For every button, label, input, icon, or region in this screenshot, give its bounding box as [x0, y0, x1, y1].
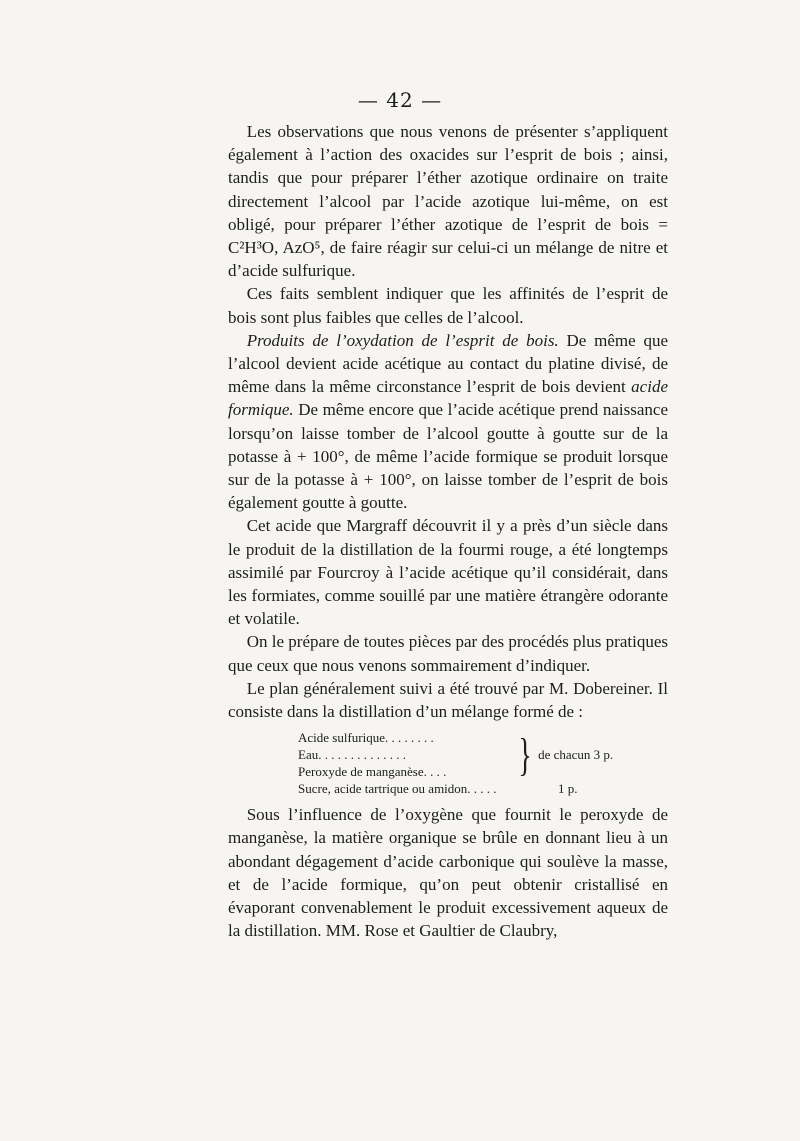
section-title: Produits de l’oxydation de l’esprit de bois.	[246, 330, 559, 350]
recipe-group	[298, 729, 668, 780]
oxydation-text-1: De même que l’alcool devient acide acétique au contact du platine divisé, de même dans la même circonstance l’esprit de bois devient	[228, 330, 668, 397]
paragraph-preparation: On le prépare de toutes pièces par des procédés plus pratiques que ceux que nous venons sommairement d’indiquer.	[228, 632, 668, 675]
page-number: — 42 —	[357, 88, 443, 112]
paragraph-affinites: Ces faits semblent indiquer que les affinités de l’esprit de bois sont plus faibles que celles de l’alcool.	[228, 284, 668, 327]
recipe-last-quantity: 1 p.	[558, 781, 578, 797]
paragraph-oxygene: Sous l’influence de l’oxygène que fournit le peroxyde de manganèse, la matière organique se brûle en donnant lieu à un abondant dégagement d’acide carbonique qui soulève la masse, et de l’acide formique, qu’on peut obtenir cristallisé en évaporant convenablement le produit excessivement aqueux de la distillation. MM. Rose et Gaultier de Claubry,	[228, 805, 668, 941]
paragraph-dobereiner: Le plan généralement suivi a été trouvé par M. Dobereiner. Il consiste dans la distillation d’un mélange formé de :	[228, 678, 668, 722]
term-acide-formique: acide formique.	[228, 377, 668, 420]
recipe-last-row	[298, 780, 668, 797]
paragraph-margraff: Cet acide que Margraff découvrit il y a près d’un siècle dans le produit de la distillation de la fourmi rouge, a été longtemps assimilé par Fourcroy à l’acide acétique qu’il considérait, dans les formiates, comme souillé par une matière étrangère odorante et volatile.	[228, 516, 668, 629]
recipe-item: Eau. . . . . . . . . . . . . .	[298, 747, 406, 763]
paragraph-oxydation	[228, 329, 668, 515]
recipe-item: Acide sulfurique. . . . . . . .	[298, 730, 434, 746]
body-text	[228, 120, 668, 943]
recipe-item: Peroxyde de manganèse. . . .	[298, 764, 447, 780]
recipe-table	[298, 729, 668, 797]
oxydation-text-2: De même encore que l’acide acétique prend naissance lorsqu’on laisse tomber de l’alcool goutte à goutte sur de la potasse à + 100°, de même l’acide formique se produit lorsque sur de la potasse à + 100°, on laisse tomber de l’esprit de bois également goutte à goutte.	[228, 400, 668, 513]
recipe-items	[298, 729, 512, 780]
recipe-group-quantity: de chacun 3 p.	[538, 747, 614, 763]
paragraph-oxacides: Les observations que nous venons de présenter s’appliquent également à l’action des oxacides sur l’esprit de bois ; ainsi, tandis que pour préparer l’éther azotique ordinaire on traite directement l’alcool par l’acide azotique lui-même, on est obligé, pour préparer l’éther azotique de l’esprit de bois = C²H³O, AzO⁵, de faire réagir sur celui-ci un mélange de nitre et d’acide sulfurique.	[228, 122, 668, 281]
right-brace-icon: }	[518, 728, 532, 780]
recipe-last-item: Sucre, acide tartrique ou amidon. . . . .	[298, 781, 497, 797]
